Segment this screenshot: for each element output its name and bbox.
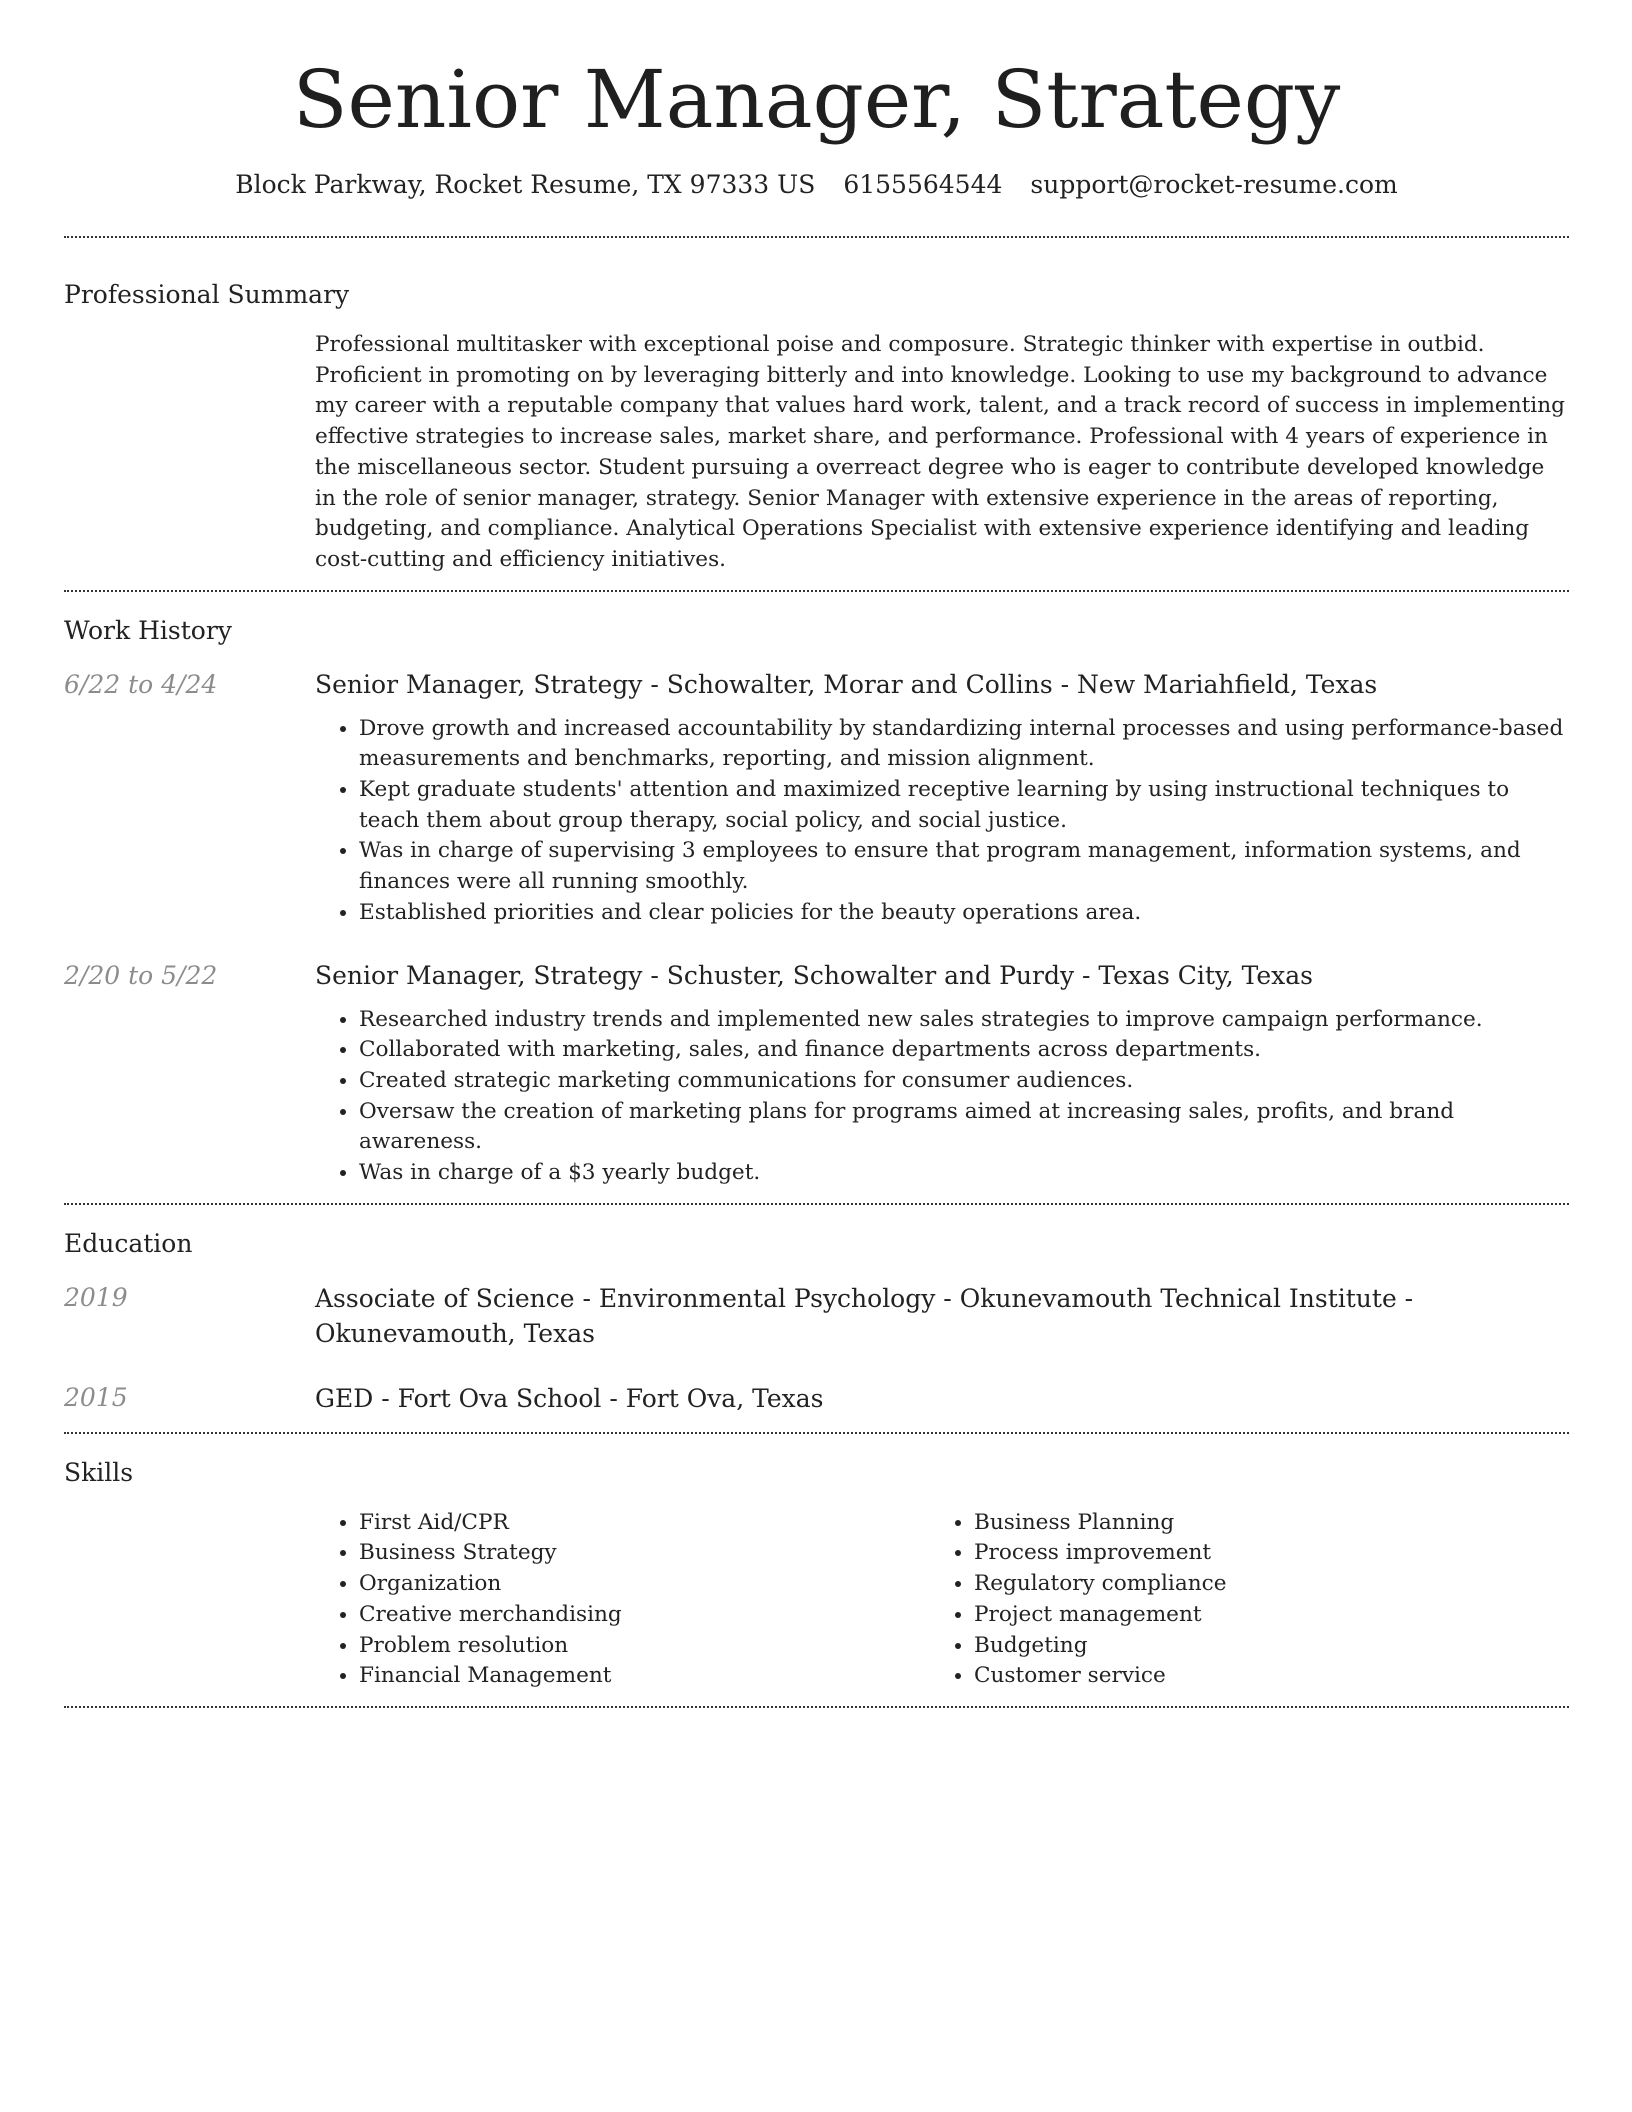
skills-section: [64, 1456, 1569, 1706]
list-item: • Established priorities and clear policies for the beauty operations area.: [359, 898, 1569, 929]
skill-item: • Project management: [974, 1600, 1545, 1631]
job-dates: 2/20 to 5/22: [64, 960, 218, 990]
list-item: • Was in charge of a $3 yearly budget.: [359, 1158, 1569, 1189]
job-entry: [64, 959, 1569, 1189]
education-entry: [64, 1381, 1569, 1416]
contact-phone: 6155564544: [843, 170, 1003, 199]
job-heading: Senior Manager, Strategy - Schuster, Schowalter and Purdy - Texas City, Texas: [315, 960, 1313, 990]
job-heading: Senior Manager, Strategy - Schowalter, Morar and Collins - New Mariahfield, Texas: [315, 669, 1378, 699]
skill-item: • Business Planning: [974, 1508, 1545, 1539]
list-item: • Drove growth and increased accountability by standardizing internal processes and using performance-based measurements and benchmarks, reporting, and mission alignment.: [359, 714, 1569, 775]
skill-item: • Regulatory compliance: [974, 1569, 1545, 1600]
section-title-skills: Skills: [64, 1457, 134, 1487]
job-entry: [64, 668, 1569, 929]
skill-item: • Problem resolution: [359, 1631, 930, 1662]
contact-line: [64, 168, 1569, 202]
resume-page: [64, 0, 1569, 1708]
education-heading: Associate of Science - Environmental Psychology - Okunevamouth Technical Institute - Okunevamouth, Texas: [315, 1283, 1414, 1348]
list-item: • Oversaw the creation of marketing plans for programs aimed at increasing sales, profits, and brand awareness.: [359, 1097, 1569, 1158]
education-heading: GED - Fort Ova School - Fort Ova, Texas: [315, 1383, 824, 1413]
list-item: • Created strategic marketing communications for consumer audiences.: [359, 1066, 1569, 1097]
education-section: [64, 1227, 1569, 1432]
skill-item: • First Aid/CPR: [359, 1508, 930, 1539]
skill-item: • Process improvement: [974, 1538, 1545, 1569]
summary-section: [64, 278, 1569, 590]
section-title-work: Work History: [64, 615, 232, 645]
list-item: • Researched industry trends and implemented new sales strategies to improve campaign performance.: [359, 1005, 1569, 1036]
skill-item: • Customer service: [974, 1661, 1545, 1692]
summary-text: Professional multitasker with exceptional poise and composure. Strategic thinker with expertise in outbid. Proficient in promoting on by leveraging bitterly and into knowledge. Looking to use my background to advance my career with a reputable company that values hard work, talent, and a track record of success in implementing effective strategies to increase sales, market share, and performance. Professional with 4 years of experience in the miscellaneous sector. Student pursuing a overreact degree who is eager to contribute developed knowledge in the role of senior manager, strategy. Senior Manager with extensive experience in the areas of reporting, budgeting, and compliance. Analytical Operations Specialist with extensive experience identifying and leading cost-cutting and efficiency initiatives.: [315, 332, 1565, 572]
section-title-education: Education: [64, 1228, 193, 1258]
education-year: 2019: [64, 1282, 128, 1312]
skill-item: • Financial Management: [359, 1661, 930, 1692]
education-entry: [64, 1281, 1569, 1351]
skill-item: • Budgeting: [974, 1631, 1545, 1662]
list-item: • Was in charge of supervising 3 employees to ensure that program management, information systems, and finances were all running smoothly.: [359, 836, 1569, 897]
job-bullets: [315, 714, 1569, 929]
skills-column-right: [930, 1508, 1545, 1692]
list-item: • Collaborated with marketing, sales, and finance departments across departments.: [359, 1035, 1569, 1066]
contact-email: support@rocket-resume.com: [1030, 170, 1398, 199]
resume-name: Senior Manager, Strategy: [292, 53, 1341, 146]
section-divider: [64, 590, 1569, 592]
list-item: • Kept graduate students' attention and maximized receptive learning by using instructional techniques to teach them about group therapy, social policy, and social justice.: [359, 775, 1569, 836]
skill-item: • Business Strategy: [359, 1538, 930, 1569]
skill-item: • Organization: [359, 1569, 930, 1600]
section-divider: [64, 1432, 1569, 1434]
section-divider: [64, 1706, 1569, 1708]
job-dates: 6/22 to 4/24: [64, 669, 218, 699]
skills-column-left: [315, 1508, 930, 1692]
skill-item: • Creative merchandising: [359, 1600, 930, 1631]
section-divider: [64, 1203, 1569, 1205]
education-year: 2015: [64, 1382, 128, 1412]
work-history-section: [64, 614, 1569, 1203]
job-bullets: [315, 1005, 1569, 1189]
contact-address: Block Parkway, Rocket Resume, TX 97333 US: [235, 170, 816, 199]
section-divider: [64, 236, 1569, 238]
skills-columns: [315, 1508, 1569, 1692]
section-title-summary: Professional Summary: [64, 280, 350, 309]
